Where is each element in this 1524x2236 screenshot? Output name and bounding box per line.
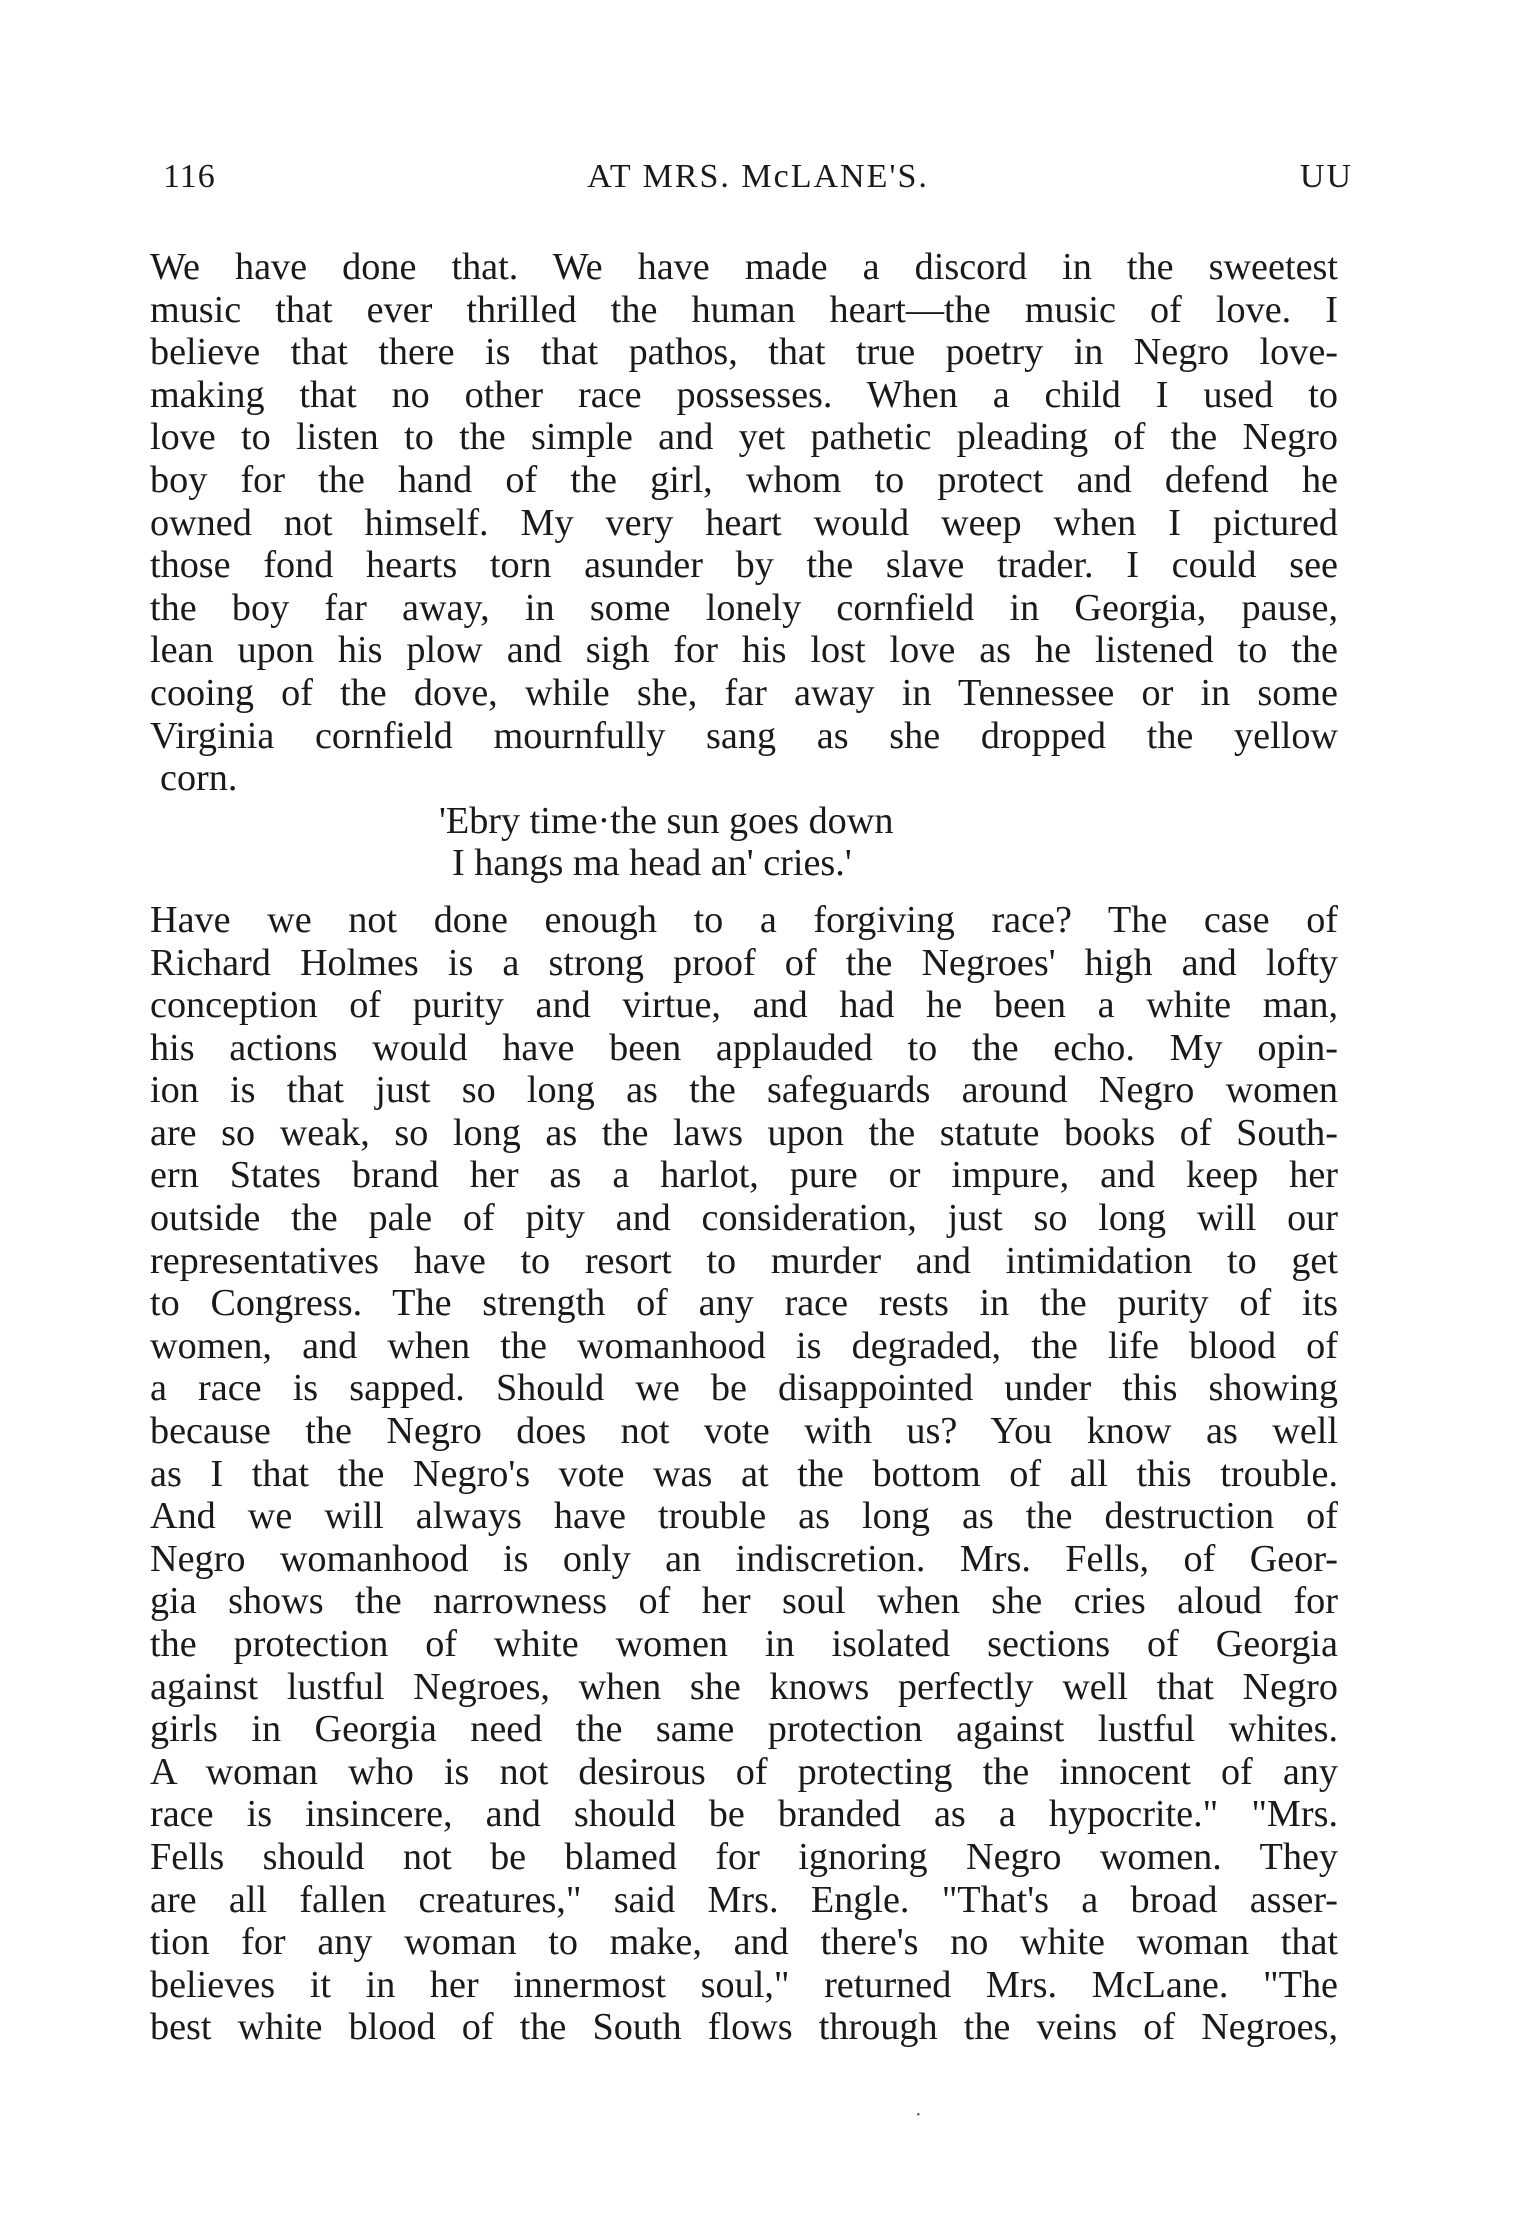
text-line: girls in Georgia need the same protection against lustful whites.: [150, 1708, 1338, 1751]
verse-block: [150, 800, 1338, 885]
text-line: the boy far away, in some lonely cornfield in Georgia, pause,: [150, 586, 1338, 629]
text-line: Richard Holmes is a strong proof of the Negroes' high and lofty: [150, 941, 1338, 984]
text-line: those fond hearts torn asunder by the slave trader. I could see: [150, 544, 1338, 587]
text-line: corn.: [160, 757, 238, 800]
text-line: love to listen to the simple and yet pathetic pleading of the Negro: [150, 416, 1338, 459]
text-line: cooing of the dove, while she, far away in Tennessee or in some: [150, 671, 1338, 714]
text-line: gia shows the narrowness of her soul when she cries aloud for: [150, 1580, 1338, 1623]
text-line: music that ever thrilled the human heart—the music of love. I: [150, 288, 1338, 331]
text-line: to Congress. The strength of any race rests in the purity of its: [150, 1282, 1338, 1325]
running-title: AT MRS. McLANE'S.: [587, 158, 929, 195]
text-line: are all fallen creatures," said Mrs. Engle. "That's a broad asser-: [150, 1878, 1338, 1921]
text-line: tion for any woman to make, and there's no white woman that: [150, 1921, 1338, 1964]
signature-mark: UU: [1299, 158, 1353, 195]
text-line: boy for the hand of the girl, whom to protect and defend he: [150, 458, 1338, 501]
text-line: because the Negro does not vote with us? You know as well: [150, 1410, 1338, 1453]
verse-line: 'Ebry time·the sun goes down: [439, 799, 894, 842]
text-line: believe that there is that pathos, that true poetry in Negro love-: [150, 331, 1338, 374]
text-line: And we will always have trouble as long as the destruction of: [150, 1495, 1338, 1538]
text-line: making that no other race possesses. When a child I used to: [150, 373, 1338, 416]
text-line: a race is sapped. Should we be disappointed under this showing: [150, 1367, 1338, 1410]
verse-spacing: [150, 885, 1338, 899]
text-line: outside the pale of pity and consideration, just so long will our: [150, 1197, 1338, 1240]
text-line: Negro womanhood is only an indiscretion. Mrs. Fells, of Geor-: [150, 1537, 1338, 1580]
text-line: best white blood of the South flows through the veins of Negroes,: [150, 2006, 1338, 2049]
text-line: his actions would have been applauded to the echo. My opin-: [150, 1026, 1338, 1069]
verse-line: I hangs ma head an' cries.': [452, 842, 852, 885]
text-line: believes it in her innermost soul," returned Mrs. McLane. "The: [150, 1963, 1338, 2006]
text-line: race is insincere, and should be branded as a hypocrite." "Mrs.: [150, 1793, 1338, 1836]
text-line: Virginia cornfield mournfully sang as she dropped the yellow: [150, 714, 1338, 757]
footer-mark: ·: [915, 2104, 922, 2126]
text-line: ern States brand her as a harlot, pure or impure, and keep her: [150, 1154, 1338, 1197]
text-line: A woman who is not desirous of protecting the innocent of any: [150, 1750, 1338, 1793]
text-line: We have done that. We have made a discord in the sweetest: [150, 246, 1338, 288]
paragraph-1: [150, 246, 1338, 800]
text-line: are so weak, so long as the laws upon the statute books of South-: [150, 1111, 1338, 1154]
text-line: ion is that just so long as the safeguards around Negro women: [150, 1069, 1338, 1112]
text-line: as I that the Negro's vote was at the bottom of all this trouble.: [150, 1452, 1338, 1495]
text-line: Have we not done enough to a forgiving race? The case of: [150, 898, 1338, 941]
text-line: owned not himself. My very heart would weep when I pictured: [150, 501, 1338, 544]
body-text: [150, 246, 1338, 2049]
text-line: lean upon his plow and sigh for his lost love as he listened to the: [150, 629, 1338, 672]
text-line: against lustful Negroes, when she knows perfectly well that Negro: [150, 1665, 1338, 1708]
paragraph-2: [150, 899, 1338, 2049]
text-line: Fells should not be blamed for ignoring Negro women. They: [150, 1835, 1338, 1878]
text-line: conception of purity and virtue, and had he been a white man,: [150, 984, 1338, 1027]
text-line: women, and when the womanhood is degraded, the life blood of: [150, 1324, 1338, 1367]
text-line: the protection of white women in isolated sections of Georgia: [150, 1623, 1338, 1665]
page-number: 116: [163, 158, 216, 195]
text-line: representatives have to resort to murder and intimidation to get: [150, 1239, 1338, 1282]
running-head: [163, 158, 1353, 208]
